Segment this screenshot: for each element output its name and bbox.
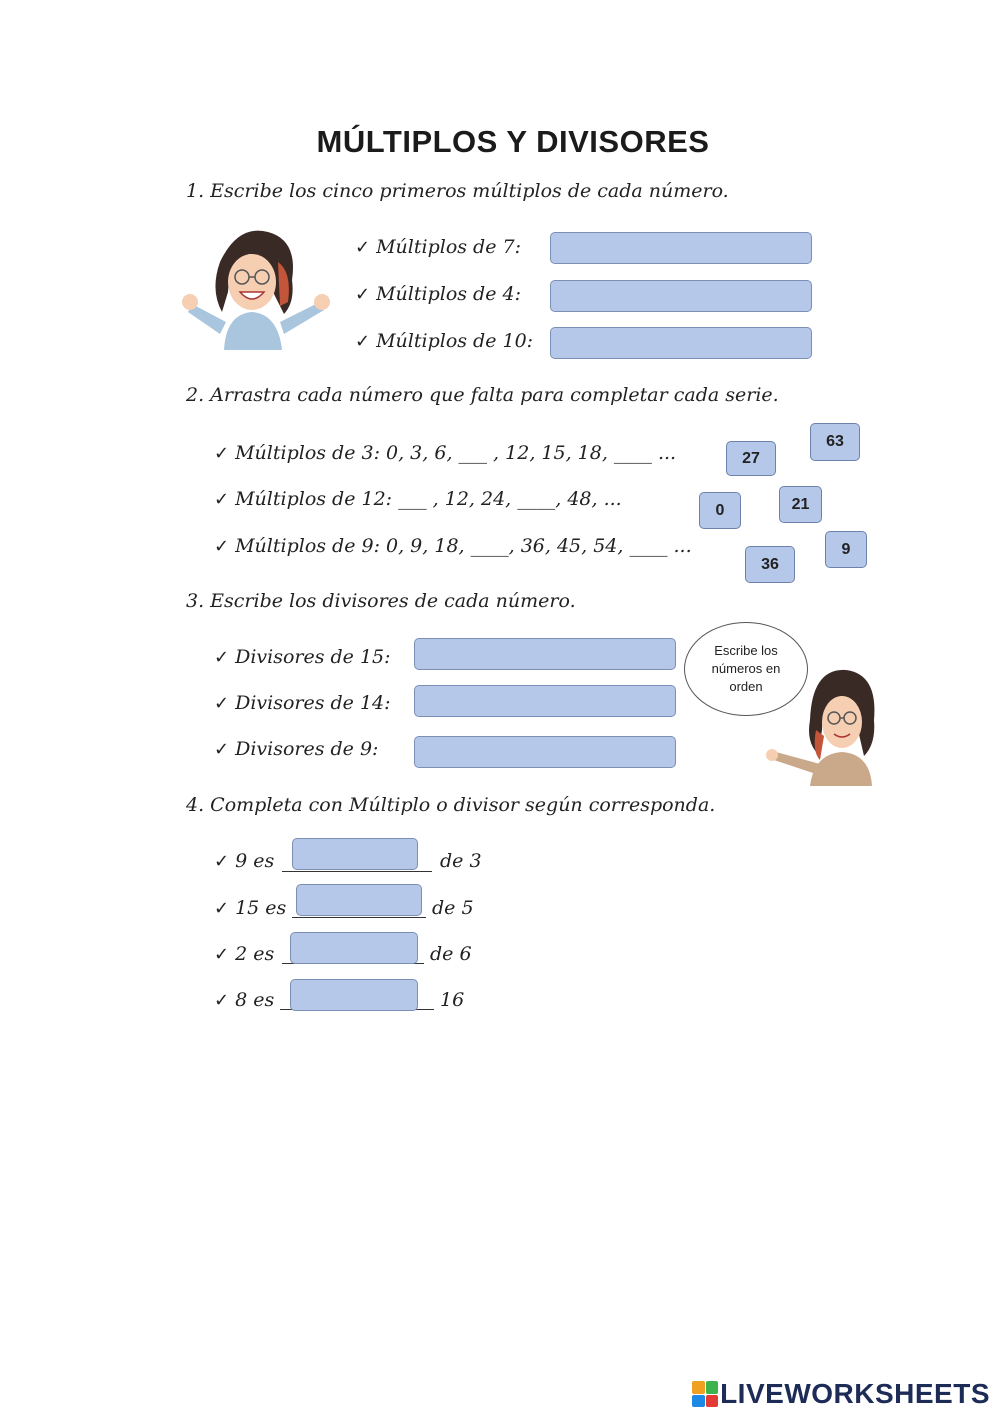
s3-item-divisores-15: ✓ Divisores de 15: <box>214 646 391 668</box>
teacher-waving-icon <box>180 222 330 352</box>
brand-name: LIVEWORKSHEETS <box>720 1378 990 1409</box>
check-icon: ✓ <box>214 898 230 919</box>
drag-tile-21[interactable]: 21 <box>779 486 822 523</box>
divisores-15-input[interactable] <box>414 638 676 670</box>
s4-row-4-suffix: 16 <box>440 989 465 1011</box>
section-4-heading: 4. Completa con Múltiplo o divisor según corresponda. <box>186 794 716 816</box>
drag-tile-9[interactable]: 9 <box>825 531 867 568</box>
liveworksheets-logo <box>692 1378 990 1410</box>
divisores-14-input[interactable] <box>414 685 676 717</box>
s1-item-multiplos-7: ✓ Múltiplos de 7: <box>355 236 521 258</box>
check-icon: ✓ <box>355 284 371 305</box>
check-icon: ✓ <box>214 990 230 1011</box>
check-icon: ✓ <box>214 693 230 714</box>
s4-row-4-label: ✓ 8 es <box>214 989 275 1011</box>
s4-row-4-input[interactable] <box>290 979 418 1011</box>
series-multiplos-3: ✓ Múltiplos de 3: 0, 3, 6, ___ , 12, 15, 18, ____ ... <box>214 442 677 464</box>
section-1-heading: 1. Escribe los cinco primeros múltiplos de cada número. <box>186 180 729 202</box>
drag-tile-0[interactable]: 0 <box>699 492 741 529</box>
s4-row-3-label: ✓ 2 es <box>214 943 275 965</box>
s1-item-multiplos-10: ✓ Múltiplos de 10: <box>355 330 534 352</box>
s4-row-1-label: ✓ 9 es <box>214 850 275 872</box>
speech-bubble: Escribe los números en orden <box>684 622 808 716</box>
s4-row-2-label: ✓ 15 es <box>214 897 287 919</box>
check-icon: ✓ <box>355 237 371 258</box>
section-3-heading: 3. Escribe los divisores de cada número. <box>186 590 576 612</box>
drag-tile-63[interactable]: 63 <box>810 423 860 461</box>
check-icon: ✓ <box>214 944 230 965</box>
s1-item-multiplos-4: ✓ Múltiplos de 4: <box>355 283 521 305</box>
check-icon: ✓ <box>214 739 230 760</box>
multiplos-4-input[interactable] <box>550 280 812 312</box>
s4-row-1-suffix: de 3 <box>440 850 482 872</box>
series-multiplos-12: ✓ Múltiplos de 12: ___ , 12, 24, ____, 48, ... <box>214 488 622 510</box>
divisores-9-input[interactable] <box>414 736 676 768</box>
check-icon: ✓ <box>214 851 230 872</box>
check-icon: ✓ <box>355 331 371 352</box>
s4-row-2-input[interactable] <box>296 884 422 916</box>
check-icon: ✓ <box>214 489 230 510</box>
multiplos-10-input[interactable] <box>550 327 812 359</box>
drag-tile-36[interactable]: 36 <box>745 546 795 583</box>
s4-row-2-line <box>292 917 426 918</box>
s3-item-divisores-9: ✓ Divisores de 9: <box>214 738 379 760</box>
teacher-pointing-icon <box>760 660 890 788</box>
s3-item-divisores-14: ✓ Divisores de 14: <box>214 692 391 714</box>
s4-row-1-input[interactable] <box>292 838 418 870</box>
s4-row-3-input[interactable] <box>290 932 418 964</box>
liveworksheets-logo-icon <box>692 1381 718 1407</box>
drag-tile-27[interactable]: 27 <box>726 441 776 476</box>
check-icon: ✓ <box>214 647 230 668</box>
multiplos-7-input[interactable] <box>550 232 812 264</box>
s4-row-3-suffix: de 6 <box>430 943 472 965</box>
s4-row-1-line <box>282 871 432 872</box>
page-title: MÚLTIPLOS Y DIVISORES <box>316 124 710 159</box>
s4-row-2-suffix: de 5 <box>432 897 474 919</box>
series-multiplos-9: ✓ Múltiplos de 9: 0, 9, 18, ____, 36, 45, 54, ____ ... <box>214 535 692 557</box>
check-icon: ✓ <box>214 536 230 557</box>
check-icon: ✓ <box>214 443 230 464</box>
section-2-heading: 2. Arrastra cada número que falta para completar cada serie. <box>186 384 779 406</box>
